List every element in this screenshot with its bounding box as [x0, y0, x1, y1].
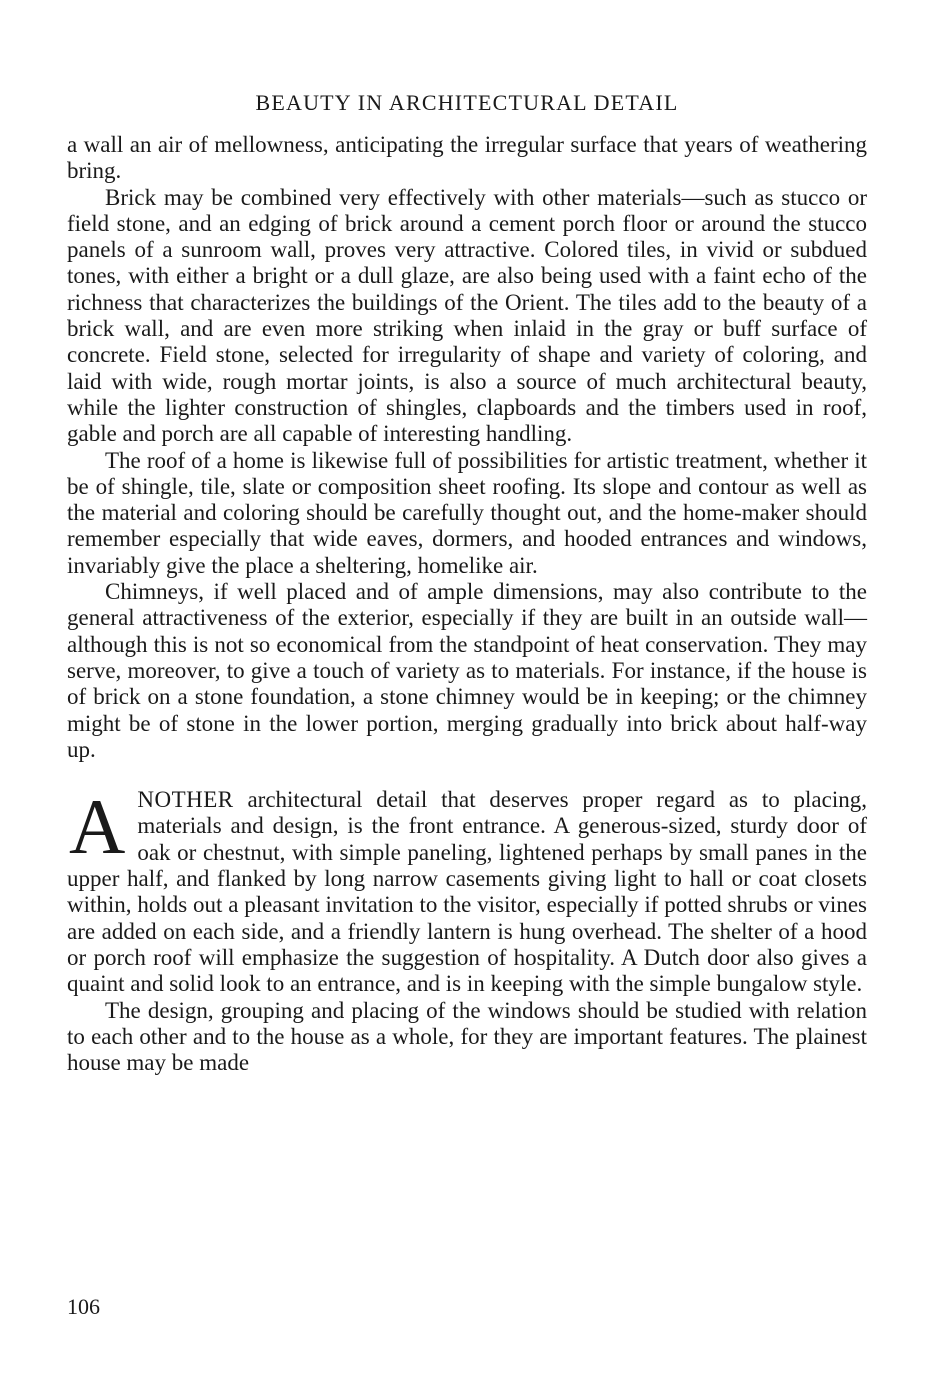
- paragraph-6: The design, grouping and placing of the windows should be studied with relation to each other and to the house as a whole, for they are important features. The plainest house may be made: [67, 997, 867, 1076]
- paragraph-2: Brick may be combined very effectively with other materials—such as stucco or field stone, and an edging of brick around a cement porch floor or around the stucco panels of a sunroom wall, proves very attractive. Colored tiles, in vivid or subdued tones, with either a bright or a dull glaze, are also being used with a faint echo of the richness that characterizes the buildings of the Orient. The tiles add to the beauty of a brick wall, and are even more striking when inlaid in the gray or buff surface of concrete. Field stone, selected for irregularity of shape and variety of coloring, and laid with wide, rough mortar joints, is also a source of much architectural beauty, while the lighter construction of shingles, clapboards and the timbers used in roof, gable and porch are all capable of interesting handling.: [67, 184, 867, 447]
- section-break: [67, 763, 867, 787]
- paragraph-3: The roof of a home is likewise full of possibilities for artistic treatment, whether it be of shingle, tile, slate or composition sheet roofing. Its slope and contour as well as the material and coloring should be carefully thought out, and the home-maker should remember especially that wide eaves, dormers, and hooded entrances and windows, invariably give the place a sheltering, homelike air.: [67, 447, 867, 578]
- running-head: BEAUTY IN ARCHITECTURAL DETAIL: [255, 90, 679, 115]
- paragraph-4: Chimneys, if well placed and of ample dimensions, may also contribute to the general attractiveness of the exterior, especially if they are built in an outside wall—although this is not so economical from the standpoint of heat conservation. They may serve, moreover, to give a touch of variety as to materials. For instance, if the house is of brick on a stone foundation, a stone chimney would be in keeping; or the chimney might be of stone in the lower portion, merging gradually into brick about half-way up.: [67, 579, 867, 762]
- body-text: [67, 132, 867, 1076]
- paragraph-5-text: architectural detail that deserves proper regard as to placing, materials and design, is the front entrance. A generous-sized, sturdy door of oak or chestnut, with simple paneling, lightened perhaps by small panes in the upper half, and flanked by long narrow casements giving light to hall or coat closets within, holds out a pleasant invitation to the visitor, especially if potted shrubs or vines are added on each side, and a friendly lantern is hung overhead. The shelter of a hood or porch roof will emphasize the suggestion of hospitality. A Dutch door also gives a quaint and solid look to an entrance, and is in keeping with the simple bungalow style.: [67, 787, 867, 997]
- page-number: 106: [67, 1294, 100, 1319]
- first-word: NOTHER: [137, 787, 234, 813]
- paragraph-1: a wall an air of mellowness, anticipating the irregular surface that years of weathering bring.: [67, 132, 867, 184]
- page: [67, 88, 867, 1076]
- paragraph-5: [67, 783, 867, 997]
- drop-cap: A: [69, 783, 126, 871]
